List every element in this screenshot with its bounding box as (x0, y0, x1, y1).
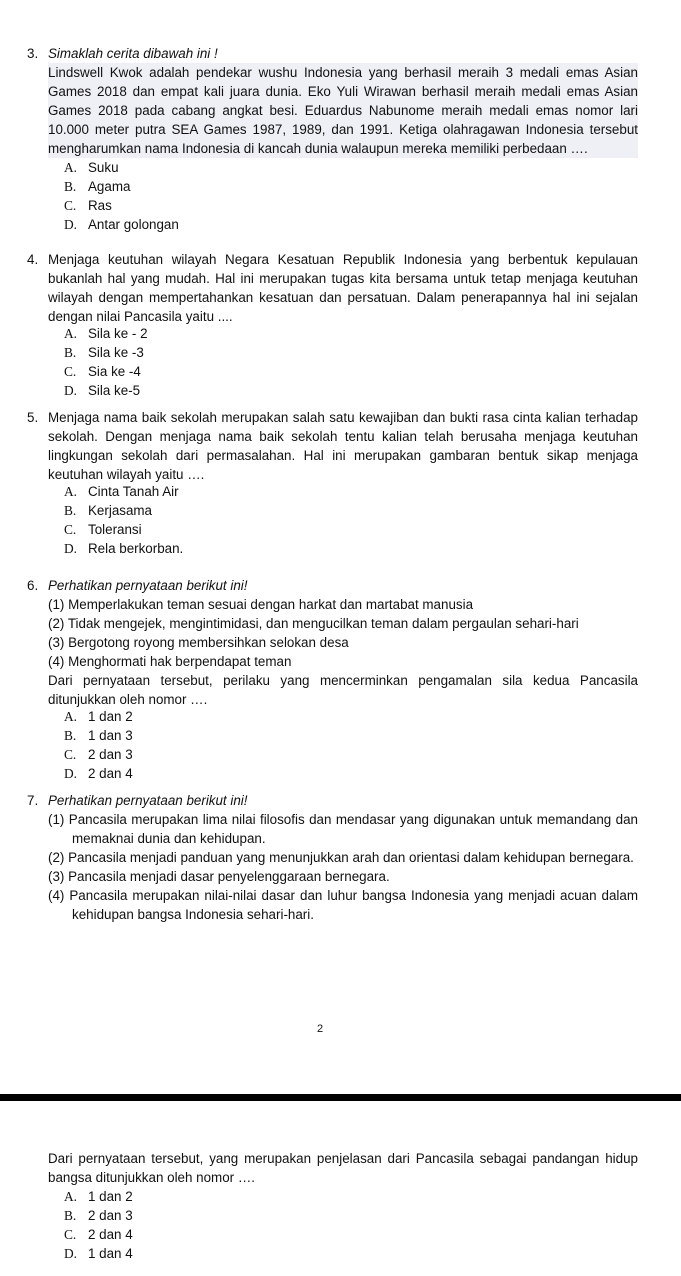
question-stem (48, 1149, 638, 1187)
option-b[interactable]: B. Agama (64, 179, 131, 194)
option-d[interactable]: D. 2 dan 4 (64, 766, 133, 781)
page-divider (0, 1094, 681, 1101)
question-prompt: Dari pernyataan tersebut, perilaku yang mencerminkan pengamalan sila kedua Pancasila ditunjukkan oleh nomor …. (48, 673, 638, 707)
question-number: 3. (27, 46, 39, 61)
option-c[interactable]: C. Ras (64, 198, 112, 213)
option-d[interactable]: D. Sila ke-5 (64, 383, 141, 398)
option-d[interactable]: D. Rela berkorban. (64, 541, 184, 556)
statement-3: (3) Pancasila menjadi dasar penyelenggaraan bernegara. (48, 869, 390, 884)
option-a[interactable]: A. 1 dan 2 (64, 1189, 133, 1204)
option-b[interactable]: B. 1 dan 3 (64, 728, 133, 743)
option-a[interactable]: A. Suku (64, 160, 119, 175)
option-d[interactable]: D. 1 dan 4 (64, 1246, 133, 1261)
option-a[interactable]: A. Cinta Tanah Air (64, 484, 179, 499)
question-stem (48, 44, 638, 158)
statement-4: (4) Menghormati hak berpendapat teman (48, 654, 292, 669)
option-c[interactable]: C. 2 dan 3 (64, 747, 133, 762)
question-text: Menjaga keutuhan wilayah Negara Kesatuan Republik Indonesia yang berbentuk kepulauan bukanlah hal yang mudah. Hal ini merupakan tugas kita bersama untuk tetap menjaga keutuhan wilayah dengan mempertahankan kesatuan dan persatuan. Dalam penerapannya hal ini sejalan dengan nilai Pancasila yaitu .... (48, 252, 638, 324)
option-c[interactable]: C. 2 dan 4 (64, 1227, 133, 1242)
page-number: 2 (316, 1023, 324, 1035)
statement-3: (3) Bergotong royong membersihkan selokan desa (48, 635, 349, 650)
option-c[interactable]: C. Sia ke -4 (64, 364, 141, 379)
question-prompt: Dari pernyataan tersebut, yang merupakan penjelasan dari Pancasila sebagai pandangan hidup bangsa ditunjukkan oleh nomor …. (48, 1151, 638, 1185)
option-b[interactable]: B. Sila ke -3 (64, 345, 144, 360)
question-number: 4. (27, 252, 39, 267)
answer-options (64, 158, 179, 234)
statement-1: (1) Memperlakukan teman sesuai dengan harkat dan martabat manusia (48, 597, 474, 612)
question-instruction: Perhatikan pernyataan berikut ini! (48, 793, 248, 808)
statement-2: (2) Tidak mengejek, mengintimidasi, dan mengucilkan teman dalam pergaulan sehari-hari (48, 616, 579, 631)
question-stem (48, 576, 638, 709)
option-d[interactable]: D. Antar golongan (64, 217, 179, 232)
statement-2: (2) Pancasila menjadi panduan yang menunjukkan arah dan orientasi dalam kehidupan bernegara. (48, 850, 634, 865)
question-instruction: Perhatikan pernyataan berikut ini! (48, 578, 248, 593)
option-a[interactable]: A. Sila ke - 2 (64, 326, 148, 341)
statement-1: (1) Pancasila merupakan lima nilai filosofis dan mendasar yang digunakan untuk memandang dan memaknai dunia dan kehidupan. (48, 812, 638, 846)
answer-options (64, 707, 133, 783)
answer-options (64, 1187, 133, 1263)
statement-4: (4) Pancasila merupakan nilai-nilai dasar dan luhur bangsa Indonesia yang menjadi acuan dalam kehidupan bangsa Indonesia sehari-hari. (48, 888, 638, 922)
question-number: 7. (27, 793, 39, 808)
question-number: 6. (27, 578, 39, 593)
question-passage: Lindswell Kwok adalah pendekar wushu Indonesia yang berhasil meraih 3 medali emas Asian Games 2018 dan empat kali juara dunia. Eko Yuli Wirawan berhasil meraih medali emas Asian Games 2018 pada cabang angkat besi. Eduardus Nabunome meraih medali emas nomor lari 10.000 meter putra SEA Games 1987, 1989, dan 1991. Ketiga olahragawan Indonesia tersebut mengharumkan nama Indonesia di kancah dunia walaupun mereka memiliki perbedaan …. (48, 65, 638, 156)
question-stem (48, 791, 638, 924)
option-a[interactable]: A. 1 dan 2 (64, 709, 133, 724)
question-stem (48, 408, 638, 484)
question-text: Menjaga nama baik sekolah merupakan salah satu kewajiban dan bukti rasa cinta kalian terhadap sekolah. Dengan menjaga nama baik sekolah tentu kalian telah berusaha menjaga keutuhan lingkungan sekolah dari permasalahan. Hal ini merupakan gambaran bentuk sikap menjaga keutuhan wilayah yaitu …. (48, 410, 638, 482)
question-number: 5. (27, 410, 39, 425)
option-b[interactable]: B. Kerjasama (64, 503, 153, 518)
option-c[interactable]: C. Toleransi (64, 522, 142, 537)
option-b[interactable]: B. 2 dan 3 (64, 1208, 133, 1223)
question-stem (48, 250, 638, 326)
answer-options (64, 324, 148, 400)
answer-options (64, 482, 183, 558)
question-instruction: Simaklah cerita dibawah ini ! (48, 46, 218, 61)
